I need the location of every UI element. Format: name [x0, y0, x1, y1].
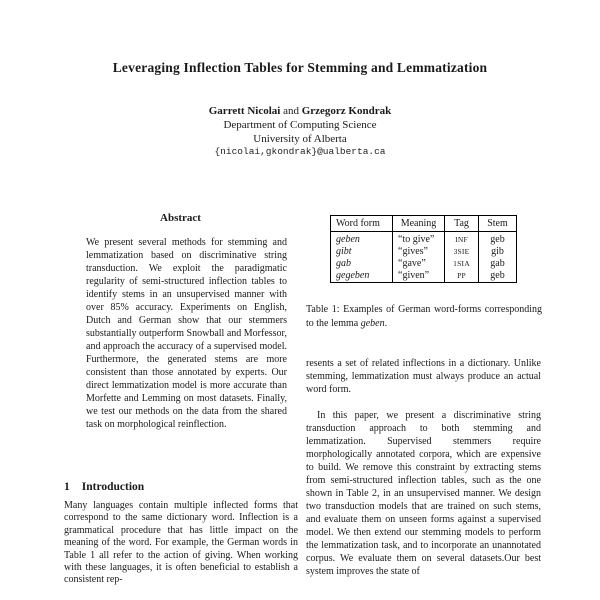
- table-cell-tag: PP: [445, 270, 479, 283]
- table-1-word-forms: [330, 215, 517, 283]
- section-number: 1: [64, 481, 70, 493]
- table-header-stem: Stem: [479, 216, 517, 232]
- table-cell-word-form: gab: [331, 258, 393, 270]
- author-email: {nicolai,gkondrak}@ualberta.ca: [214, 146, 386, 157]
- table-cell-tag: 3SIE: [445, 246, 479, 258]
- author-department: Department of Computing Science: [223, 119, 377, 131]
- right-column-paragraph-2: In this paper, we present a discriminative string transduction approach to both stemming and lemmatization. Supervised stemmers require morphologically annotated corpora, which are expensive to build. We remove this constraint by extracting stems from semi-structured inflection tables, such as the one shown in Table 2, in an unsupervised manner. We design two transduction models that are trained on such stems, and evaluate them on unseen forms against a supervised model. We then extend our stemming models to perform the lemmatization task, and to incorporate an unannotated corpus. We evaluate them on several datasets.Our best system improves the state of: [306, 410, 541, 577]
- table-cell-word-form: geben: [331, 232, 393, 246]
- author-line: [0, 105, 600, 117]
- right-column-paragraph-1: resents a set of related inflections in a dictionary. Unlike stemming, lemmatization must always produce an actual word form.: [306, 358, 541, 395]
- table-cell-meaning: “to give”: [393, 232, 445, 246]
- caption-lemma: geben: [360, 317, 385, 329]
- caption-text: Table 1: Examples of German word-forms corresponding to the lemma: [306, 304, 542, 329]
- table-header-word-form: Word form: [331, 216, 393, 232]
- abstract-body: We present several methods for stemming and lemmatization based on discriminative string transduction. We exploit the paradigmatic regularity of semi-structured inflection tables to identify stems in an unsupervised manner with over 85% accuracy. Experiments on English, Dutch and German show that our stemmers substantially outperform Snowball and Morfessor, and approach the accuracy of a supervised model. Furthermore, the generated stems are more consistent than those annotated by experts. Our direct lemmatization model is more accurate than Morfette and Lemming on most datasets. Finally, we test our methods on the data from the shared task on morphological reinflection.: [86, 237, 287, 430]
- author-university: University of Alberta: [253, 133, 347, 145]
- table-cell-tag: 1SIA: [445, 258, 479, 270]
- table-cell-meaning: “gave”: [393, 258, 445, 270]
- table-header-meaning: Meaning: [393, 216, 445, 232]
- table-cell-stem: gib: [479, 246, 517, 258]
- table-row: [331, 246, 517, 258]
- table-cell-meaning: “given”: [393, 270, 445, 283]
- table-header-tag: Tag: [445, 216, 479, 232]
- table-cell-word-form: gibt: [331, 246, 393, 258]
- author-name-1: Garrett Nicolai: [208, 105, 281, 117]
- table-row: [331, 258, 517, 270]
- table-cell-word-form: gegeben: [331, 270, 393, 283]
- table-cell-stem: geb: [479, 270, 517, 283]
- section-heading-introduction: [64, 481, 297, 493]
- caption-period: .: [384, 317, 388, 329]
- table-header-row: [331, 216, 517, 232]
- author-conjunction: and: [280, 105, 302, 117]
- table-row: [331, 270, 517, 283]
- table-cell-stem: gab: [479, 258, 517, 270]
- section-title: Introduction: [81, 481, 145, 493]
- author-name-2: Grzegorz Kondrak: [301, 105, 392, 117]
- table-cell-meaning: “gives”: [393, 246, 445, 258]
- abstract-heading: Abstract: [160, 212, 201, 224]
- intro-paragraph: Many languages contain multiple inflected forms that correspond to the same dictionary word. Inflection is a grammatical procedure that has little impact on the meaning of the word. For example, the German words in Table 1 all refer to the action of giving. When working with these languages, it is often beneficial to establish a consistent rep-: [64, 500, 298, 586]
- table-cell-stem: geb: [479, 232, 517, 246]
- table-cell-tag: INF: [445, 232, 479, 246]
- page-title: Leveraging Inflection Tables for Stemming and Lemmatization: [112, 60, 488, 75]
- table-1-caption: [306, 303, 542, 330]
- table-row: [331, 232, 517, 246]
